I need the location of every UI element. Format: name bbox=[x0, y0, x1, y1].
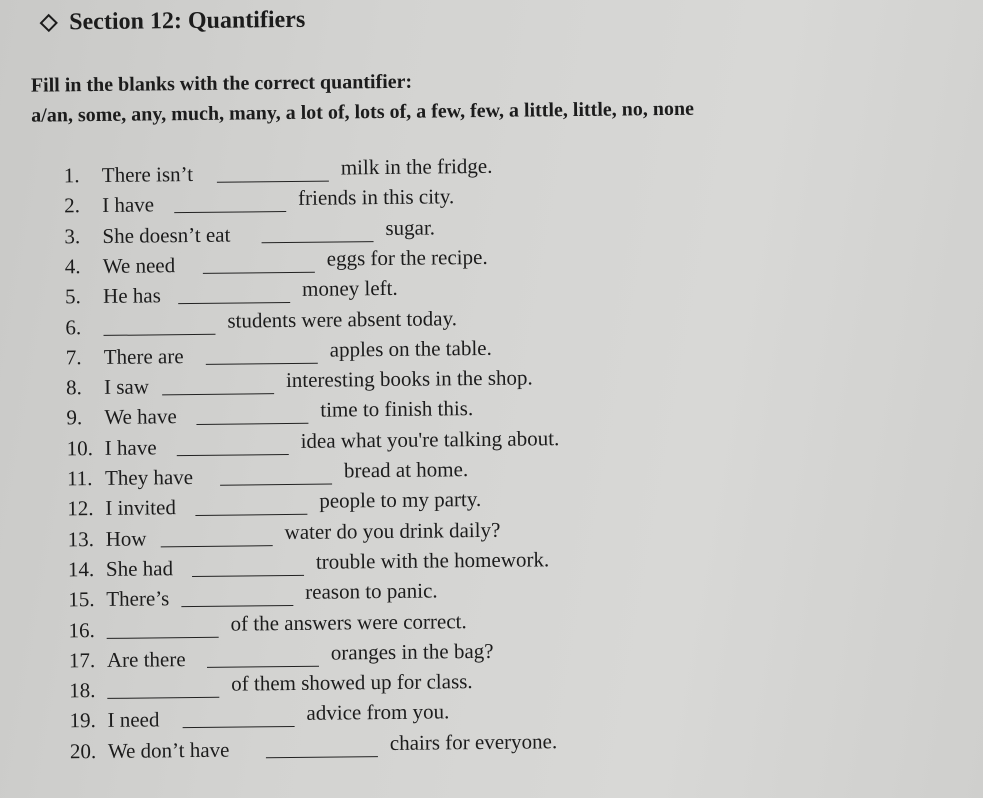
item-number: 10. bbox=[66, 435, 94, 461]
item-prefix: He has bbox=[102, 283, 161, 309]
item-suffix: apples on the table. bbox=[329, 335, 492, 362]
item-suffix: students were absent today. bbox=[227, 305, 458, 333]
item-prefix: She had bbox=[105, 556, 174, 581]
item-suffix: idea what you're talking about. bbox=[300, 425, 560, 453]
item-number: 5. bbox=[64, 284, 81, 309]
item-suffix: trouble with the homework. bbox=[315, 547, 550, 574]
item-prefix: We don’t have bbox=[107, 737, 230, 763]
item-prefix: Are there bbox=[106, 646, 186, 672]
item-number: 13. bbox=[67, 526, 95, 551]
item-suffix: money left. bbox=[301, 276, 398, 302]
item-number: 8. bbox=[65, 375, 82, 400]
item-suffix: oranges in the bag? bbox=[330, 638, 494, 665]
item-number: 12. bbox=[67, 496, 94, 521]
item-number: 19. bbox=[69, 708, 96, 733]
answer-blank[interactable] bbox=[261, 221, 373, 243]
item-prefix: I have bbox=[102, 192, 155, 218]
item-number: 14. bbox=[67, 556, 95, 582]
answer-blank[interactable] bbox=[181, 585, 293, 607]
item-number: 1. bbox=[63, 163, 80, 188]
item-prefix: I have bbox=[104, 435, 157, 460]
instruction: Fill in the blanks with the correct quantifier: bbox=[30, 70, 413, 97]
answer-blank[interactable] bbox=[178, 282, 290, 304]
item-suffix: of them showed up for class. bbox=[231, 669, 473, 696]
answer-blank[interactable] bbox=[182, 706, 294, 728]
item-number: 11. bbox=[66, 466, 93, 491]
item-suffix: sugar. bbox=[385, 215, 436, 240]
item-prefix: How bbox=[105, 526, 147, 551]
item-suffix: water do you drink daily? bbox=[284, 517, 501, 544]
answer-blank[interactable] bbox=[177, 434, 289, 456]
answer-blank[interactable] bbox=[206, 342, 318, 364]
answer-blank[interactable] bbox=[107, 677, 219, 699]
item-suffix: people to my party. bbox=[319, 487, 482, 513]
answer-blank[interactable] bbox=[207, 645, 319, 667]
item-number: 4. bbox=[64, 254, 81, 279]
item-prefix: She doesn’t eat bbox=[102, 222, 231, 248]
item-number: 6. bbox=[65, 314, 82, 339]
answer-blank[interactable] bbox=[106, 616, 218, 638]
item-prefix: They have bbox=[104, 465, 194, 490]
item-suffix: friends in this city. bbox=[297, 184, 455, 211]
item-prefix: There isn’t bbox=[101, 161, 194, 187]
section-title bbox=[42, 7, 305, 37]
item-prefix: I need bbox=[107, 707, 160, 733]
item-suffix: reason to panic. bbox=[305, 578, 438, 605]
item-prefix: There are bbox=[103, 343, 184, 369]
item-number: 20. bbox=[69, 738, 97, 763]
item-suffix: of the answers were correct. bbox=[230, 608, 467, 636]
answer-blank[interactable] bbox=[162, 373, 274, 395]
item-suffix: advice from you. bbox=[306, 699, 450, 726]
item-number: 18. bbox=[69, 678, 96, 703]
item-suffix: time to finish this. bbox=[320, 396, 474, 423]
item-prefix: I invited bbox=[105, 495, 177, 521]
item-number: 15. bbox=[68, 587, 95, 612]
answer-blank[interactable] bbox=[192, 555, 304, 577]
answer-blank[interactable] bbox=[103, 313, 215, 335]
quantifier-list: a/an, some, any, much, many, a lot of, lots of, a few, few, a little, little, no, none bbox=[31, 97, 695, 127]
item-prefix: I saw bbox=[103, 374, 150, 400]
answer-blank[interactable] bbox=[196, 403, 308, 425]
item-number: 7. bbox=[65, 344, 82, 370]
item-suffix: milk in the fridge. bbox=[340, 153, 493, 180]
item-suffix: chairs for everyone. bbox=[389, 728, 558, 755]
item-number: 2. bbox=[64, 193, 81, 218]
answer-blank[interactable] bbox=[266, 736, 378, 758]
item-prefix: We have bbox=[104, 404, 177, 430]
section-title-text: Section 12: Quantifiers bbox=[69, 6, 306, 36]
diamond-bullet-icon bbox=[40, 14, 58, 32]
item-suffix: eggs for the recipe. bbox=[326, 244, 488, 271]
answer-blank[interactable] bbox=[220, 464, 332, 486]
answer-blank[interactable] bbox=[195, 494, 307, 516]
item-suffix: interesting books in the shop. bbox=[285, 365, 533, 393]
item-suffix: bread at home. bbox=[343, 457, 469, 483]
answer-blank[interactable] bbox=[161, 525, 273, 547]
item-number: 9. bbox=[66, 405, 83, 430]
answer-blank[interactable] bbox=[203, 252, 315, 274]
item-prefix: We need bbox=[102, 253, 176, 278]
item-number: 16. bbox=[68, 617, 95, 642]
item-number: 17. bbox=[68, 647, 96, 673]
item-number: 3. bbox=[64, 223, 81, 248]
answer-blank[interactable] bbox=[174, 191, 286, 213]
answer-blank[interactable] bbox=[217, 161, 329, 183]
item-prefix: There’s bbox=[106, 586, 170, 612]
